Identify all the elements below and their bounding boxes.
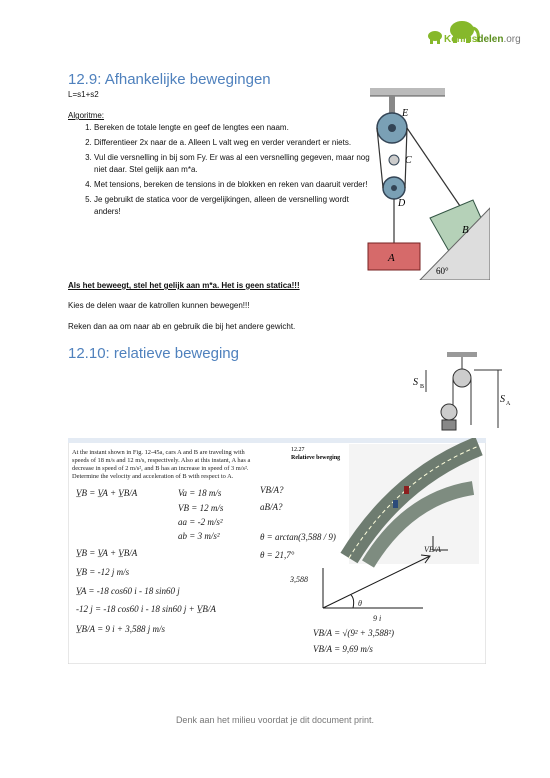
slide-number: 12.27 <box>291 447 305 453</box>
slide-title: Relatieve beweging <box>291 455 341 461</box>
formula-text: L=s1+s2 <box>68 90 99 99</box>
note-bold: Als het beweegt, stel het gelijk aan m*a. Het is geen statica!!! <box>68 281 300 290</box>
whiteboard-image <box>68 438 486 664</box>
label-d: D <box>398 198 406 209</box>
handwriting-line: V̲B = V̲A + V̲B/A <box>76 488 138 498</box>
label-b: B <box>462 224 469 236</box>
problem-line: speeds of 18 m/s and 12 m/s, respectively. Also at this instant, A has a <box>72 457 251 464</box>
top-pulley <box>453 369 471 387</box>
handwriting-line: V̲B = -12 j m/s <box>76 567 130 577</box>
note-paragraph: Kies de delen waar de katrollen kunnen bewegen!!! <box>68 301 250 310</box>
label-a: A <box>388 252 395 264</box>
pulley-sa-sb-figure <box>412 350 512 435</box>
pulley-system-figure <box>350 88 490 280</box>
handwriting-line: VB/A = √(9² + 3,588²) <box>313 628 395 638</box>
road-illustration <box>349 444 479 564</box>
problem-line: decrease in speed of 2 m/s², and B has an increase in speed of 3 m/s². <box>72 465 249 472</box>
label-c: C <box>405 155 412 166</box>
theta-label: θ <box>358 599 362 608</box>
vba-label: VB/A <box>424 545 441 554</box>
handwriting-line: VB/A? <box>260 485 284 495</box>
note-paragraph: Reken dan aa om naar ab en gebruik die bij het andere gewicht. <box>68 322 296 331</box>
label-sb-sub: B <box>420 384 425 390</box>
handwriting-line: aa = -2 m/s² <box>178 517 223 527</box>
ceiling <box>370 88 445 96</box>
bottom-pulley <box>441 404 457 420</box>
section-heading-12-10: 12.10: relatieve beweging <box>68 345 239 362</box>
handwriting-line: ab = 3 m/s² <box>178 531 220 541</box>
handwriting-line: θ = arctan(3,588 / 9) <box>260 532 336 542</box>
logo-part3: .org <box>503 34 521 45</box>
pulley-c <box>389 155 399 165</box>
problem-line: Determine the velocity and acceleration of B with respect to A. <box>72 473 234 480</box>
y-component-label: 3,588 <box>290 575 308 584</box>
algorithm-steps <box>68 122 374 221</box>
x-component-label: 9 i <box>373 614 382 623</box>
step-item: 3. Vul die versnelling in bij som Fy. Er was al een versnelling gegeven, maar nog niet daar. Stel gelijk aan m*a. <box>94 152 374 176</box>
footer-note: Denk aan het milieu voordat je dit document print. <box>175 715 375 725</box>
handwriting-line: aB/A? <box>260 502 283 512</box>
step-item: 1. Bereken de totale lengte en geef de lengtes een naam. <box>94 122 374 134</box>
algorithm-label: Algoritme: <box>68 111 105 120</box>
logo-part1: Kennis <box>444 34 478 45</box>
step-item: 4. Met tensions, bereken de tensions in de blokken en reken van daaruit verder! <box>94 179 374 191</box>
handwriting-line: VB/A = 9,69 m/s <box>313 644 373 654</box>
angle-label: 60° <box>436 266 449 276</box>
label-e: E <box>402 108 409 119</box>
block <box>442 420 456 430</box>
handwriting-line: V̲A = -18 cos60 i - 18 sin60 j <box>76 586 180 596</box>
handwriting-line: -12 j = -18 cos60 i - 18 sin60 j + V̲B/A <box>76 604 216 614</box>
handwriting-line: θ = 21,7° <box>260 550 295 560</box>
label-sb: S <box>413 377 418 388</box>
logo-part2: delen <box>477 34 504 45</box>
label-sa-sub: A <box>506 401 511 407</box>
step-item: 2. Differentieer 2x naar de a. Alleen L valt weg en verder verandert er niets. <box>94 137 374 149</box>
handwriting-line: VB = 12 m/s <box>178 503 224 513</box>
logo-text <box>444 34 521 45</box>
step-item: 5. Je gebruikt de statica voor de vergelijkingen, alleen de versnelling wordt anders! <box>94 194 374 218</box>
label-sa: S <box>500 394 505 405</box>
handwriting-line: Va = 18 m/s <box>178 488 222 498</box>
problem-line: At the instant shown in Fig. 12-45a, cars A and B are traveling with <box>72 449 245 456</box>
handwriting-line: V̲B = V̲A + V̲B/A <box>76 548 138 558</box>
handwriting-line: V̲B/A = 9 i + 3,588 j m/s <box>76 624 165 634</box>
section-heading-12-9: 12.9: Afhankelijke bewegingen <box>68 71 271 88</box>
